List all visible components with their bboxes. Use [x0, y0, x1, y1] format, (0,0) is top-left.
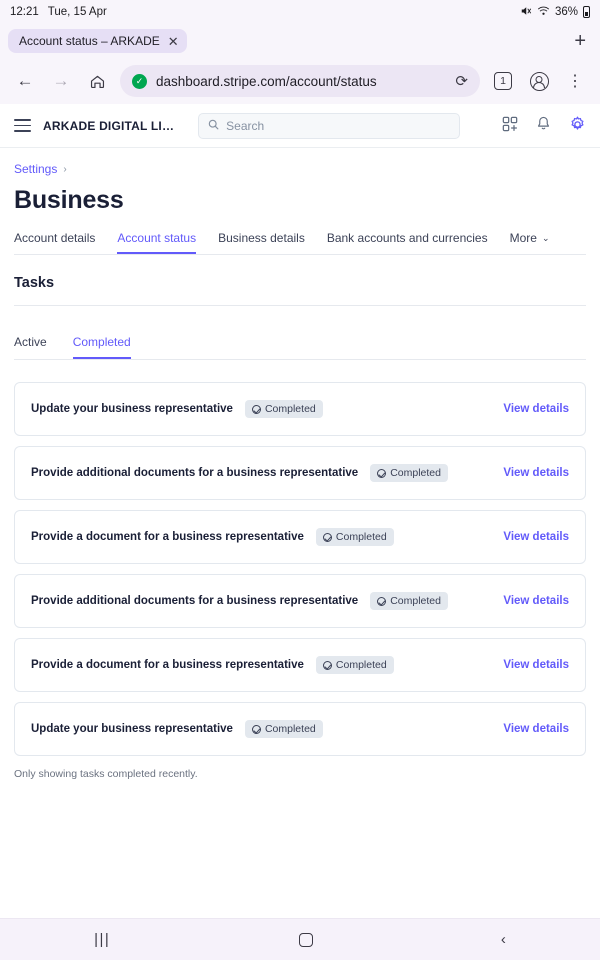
- page-content: [0, 148, 600, 860]
- status-badge: [316, 528, 394, 546]
- task-row[interactable]: [14, 574, 586, 628]
- settings-nav-tabs: [14, 231, 586, 255]
- tab-active[interactable]: Active: [14, 335, 47, 349]
- view-details-link[interactable]: View details: [503, 531, 569, 543]
- reload-icon[interactable]: ⟳: [455, 73, 468, 90]
- browser-menu-icon[interactable]: ⋮: [567, 73, 583, 90]
- tab-more[interactable]: [510, 231, 550, 254]
- android-nav-bar: [0, 918, 600, 960]
- status-badge: [370, 592, 448, 610]
- bell-icon[interactable]: [536, 116, 551, 135]
- chevron-right-icon: ›: [63, 163, 67, 175]
- task-label: Provide additional documents for a business representative: [31, 467, 359, 479]
- task-label: Update your business representative: [31, 403, 233, 415]
- home-icon[interactable]: [80, 64, 114, 98]
- view-details-link[interactable]: View details: [503, 595, 569, 607]
- apps-grid-icon[interactable]: [502, 116, 518, 135]
- chevron-down-icon: ⌄: [541, 232, 550, 243]
- back-nav-icon[interactable]: ‹: [500, 931, 506, 948]
- check-circle-icon: [377, 597, 386, 606]
- status-badge-label: Completed: [335, 659, 387, 671]
- status-badge: [316, 656, 394, 674]
- check-circle-icon: [323, 533, 332, 542]
- task-label: Provide additional documents for a business representative: [31, 595, 359, 607]
- status-badge: [370, 464, 448, 482]
- tab-bank-accounts[interactable]: Bank accounts and currencies: [326, 231, 488, 245]
- browser-tab-title: Account status – ARKADE: [19, 34, 160, 48]
- task-row[interactable]: [14, 510, 586, 564]
- status-date: Tue, 15 Apr: [47, 6, 107, 18]
- search-input[interactable]: [198, 113, 460, 139]
- search-placeholder: Search: [226, 118, 265, 133]
- breadcrumb-settings[interactable]: Settings: [14, 162, 58, 176]
- status-badge-label: Completed: [390, 467, 441, 479]
- tasks-footnote: Only showing tasks completed recently.: [14, 768, 198, 780]
- task-label: Update your business representative: [31, 723, 233, 735]
- tab-account-details[interactable]: Account details: [14, 231, 96, 245]
- back-icon[interactable]: ←: [16, 71, 34, 90]
- tab-count-label: 1: [494, 72, 512, 90]
- recents-icon[interactable]: |||: [94, 931, 111, 948]
- view-details-link[interactable]: View details: [503, 659, 569, 671]
- tab-completed[interactable]: Completed: [73, 335, 131, 359]
- task-label: Provide a document for a business representative: [31, 659, 304, 671]
- status-badge-label: Completed: [335, 531, 387, 543]
- tab-count-button[interactable]: [486, 64, 520, 98]
- check-circle-icon: [377, 469, 386, 478]
- section-title-tasks: Tasks: [14, 275, 586, 306]
- status-badge: [245, 720, 323, 738]
- check-circle-icon: [323, 661, 332, 670]
- page-title: Business: [14, 186, 124, 214]
- gear-icon[interactable]: [569, 116, 586, 136]
- browser-tab-strip: [0, 24, 600, 58]
- battery-icon: [583, 6, 590, 18]
- status-time: 12:21: [10, 6, 39, 18]
- status-badge-label: Completed: [390, 595, 441, 607]
- tab-business-details[interactable]: Business details: [218, 231, 305, 245]
- forward-icon[interactable]: →: [52, 71, 70, 90]
- browser-url-bar: [0, 58, 600, 104]
- view-details-link[interactable]: View details: [503, 723, 569, 735]
- battery-percent: 36%: [554, 6, 578, 18]
- new-tab-button[interactable]: +: [574, 30, 586, 52]
- mute-icon: [519, 5, 532, 20]
- task-list: [14, 382, 586, 756]
- android-status-bar: [0, 0, 600, 24]
- secure-lock-icon: ✓: [132, 74, 147, 89]
- status-badge-label: Completed: [264, 723, 316, 735]
- account-name[interactable]: ARKADE DIGITAL LI…: [43, 118, 175, 133]
- url-text: dashboard.stripe.com/account/status: [156, 73, 377, 89]
- close-icon[interactable]: ✕: [167, 33, 179, 49]
- view-details-link[interactable]: View details: [503, 467, 569, 479]
- task-filter-tabs: [14, 335, 586, 360]
- view-details-link[interactable]: View details: [503, 403, 569, 415]
- task-row[interactable]: [14, 638, 586, 692]
- task-row[interactable]: [14, 446, 586, 500]
- wifi-icon: [537, 5, 550, 20]
- status-badge: [245, 400, 323, 418]
- profile-icon[interactable]: [522, 64, 556, 98]
- task-label: Provide a document for a business representative: [31, 531, 304, 543]
- status-badge-label: Completed: [264, 403, 316, 415]
- check-circle-icon: [252, 405, 261, 414]
- hamburger-menu-icon[interactable]: [14, 119, 31, 131]
- home-square-icon[interactable]: [299, 933, 313, 947]
- task-row[interactable]: [14, 702, 586, 756]
- task-row[interactable]: [14, 382, 586, 436]
- search-icon: [208, 119, 219, 133]
- breadcrumb[interactable]: [14, 148, 586, 176]
- tab-account-status[interactable]: Account status: [117, 231, 196, 254]
- check-circle-icon: [252, 725, 261, 734]
- browser-tab[interactable]: [8, 29, 187, 53]
- tab-more-label: More: [509, 231, 537, 245]
- stripe-app-header: [0, 104, 600, 148]
- url-input[interactable]: [120, 65, 480, 97]
